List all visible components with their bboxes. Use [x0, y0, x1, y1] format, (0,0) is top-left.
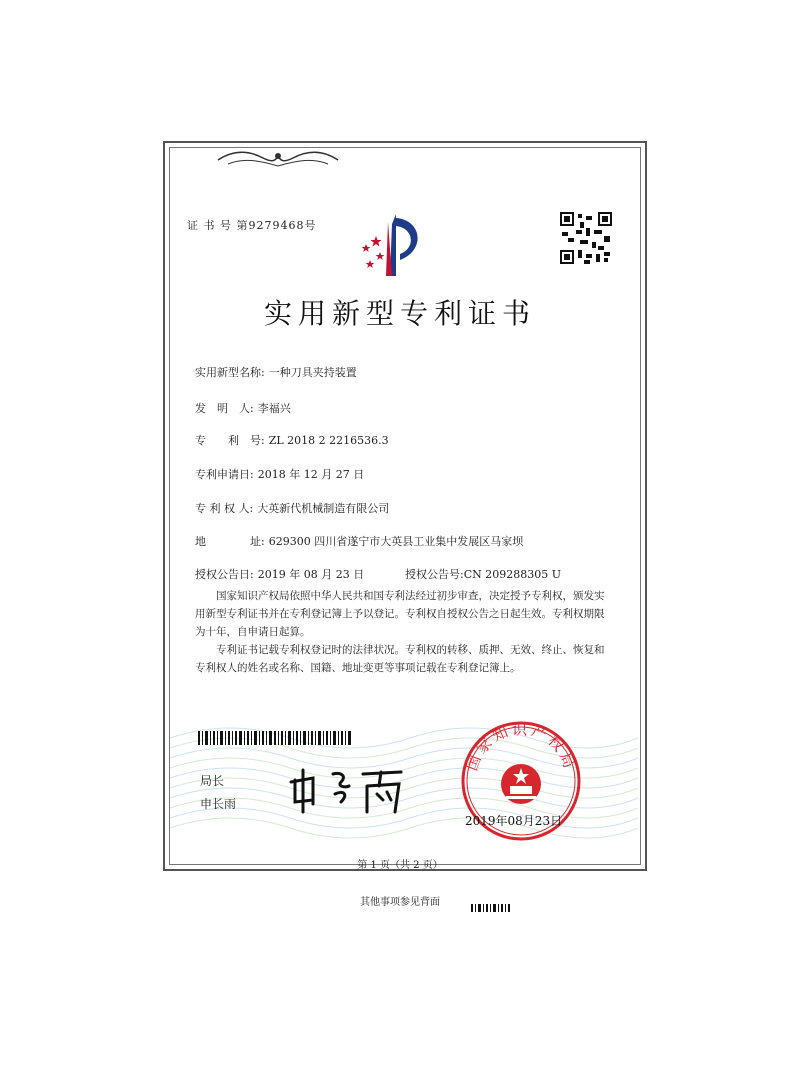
barcode-icon	[198, 731, 353, 745]
field-patentee: 专 利 权 人: 大英新代机械制造有限公司	[195, 502, 390, 515]
field-utility-model-name: 实用新型名称: 一种刀具夹持装置	[195, 366, 357, 379]
seal-date: 2019年08月23日	[465, 814, 563, 828]
certificate-title: 实用新型专利证书	[263, 297, 536, 330]
ornament-icon	[213, 148, 343, 170]
signatory-name: 申长雨	[200, 797, 237, 811]
qr-code-icon	[560, 212, 612, 264]
page-info: 第 1 页（共 2 页）	[357, 860, 443, 871]
certificate-number: 证 书 号 第9279468号	[187, 219, 317, 232]
field-grant-date: 授权公告日: 2019 年 08 月 23 日	[195, 568, 365, 581]
handwritten-signature	[283, 760, 413, 818]
signatory-title: 局长	[200, 774, 225, 788]
statement-paragraph-2: 专利证书记载专利权登记时的法律状况。专利权的转移、质押、无效、终止、恢复和专利权人的姓名或名称、国籍、地址变更等事项记载在专利登记簿上。	[195, 644, 605, 674]
field-filing-date: 专利申请日: 2018 年 12 月 27 日	[195, 468, 365, 481]
field-patent-number: 专 利 号: ZL 2018 2 2216536.3	[195, 434, 389, 447]
field-address: 地 址: 629300 四川省遂宁市大英县工业集中发展区马家坝	[195, 535, 524, 548]
barcode-stub-icon	[471, 904, 511, 912]
statement-paragraph-1: 国家知识产权局依照中华人民共和国专利法经过初步审查，决定授予专利权，颁发实用新型专利证书并在专利登记簿上予以登记。专利权自授权公告之日起生效。专利权期限为十年，自申请日起算。	[195, 590, 605, 638]
patent-office-logo-icon	[352, 210, 432, 282]
back-note: 其他事项参见背面	[360, 897, 440, 908]
field-grant-number: 授权公告号:CN 209288305 U	[405, 568, 562, 581]
svg-text:国家知识产权局: 国家知识产权局	[462, 720, 580, 774]
field-inventor: 发 明 人: 李福兴	[195, 402, 291, 415]
